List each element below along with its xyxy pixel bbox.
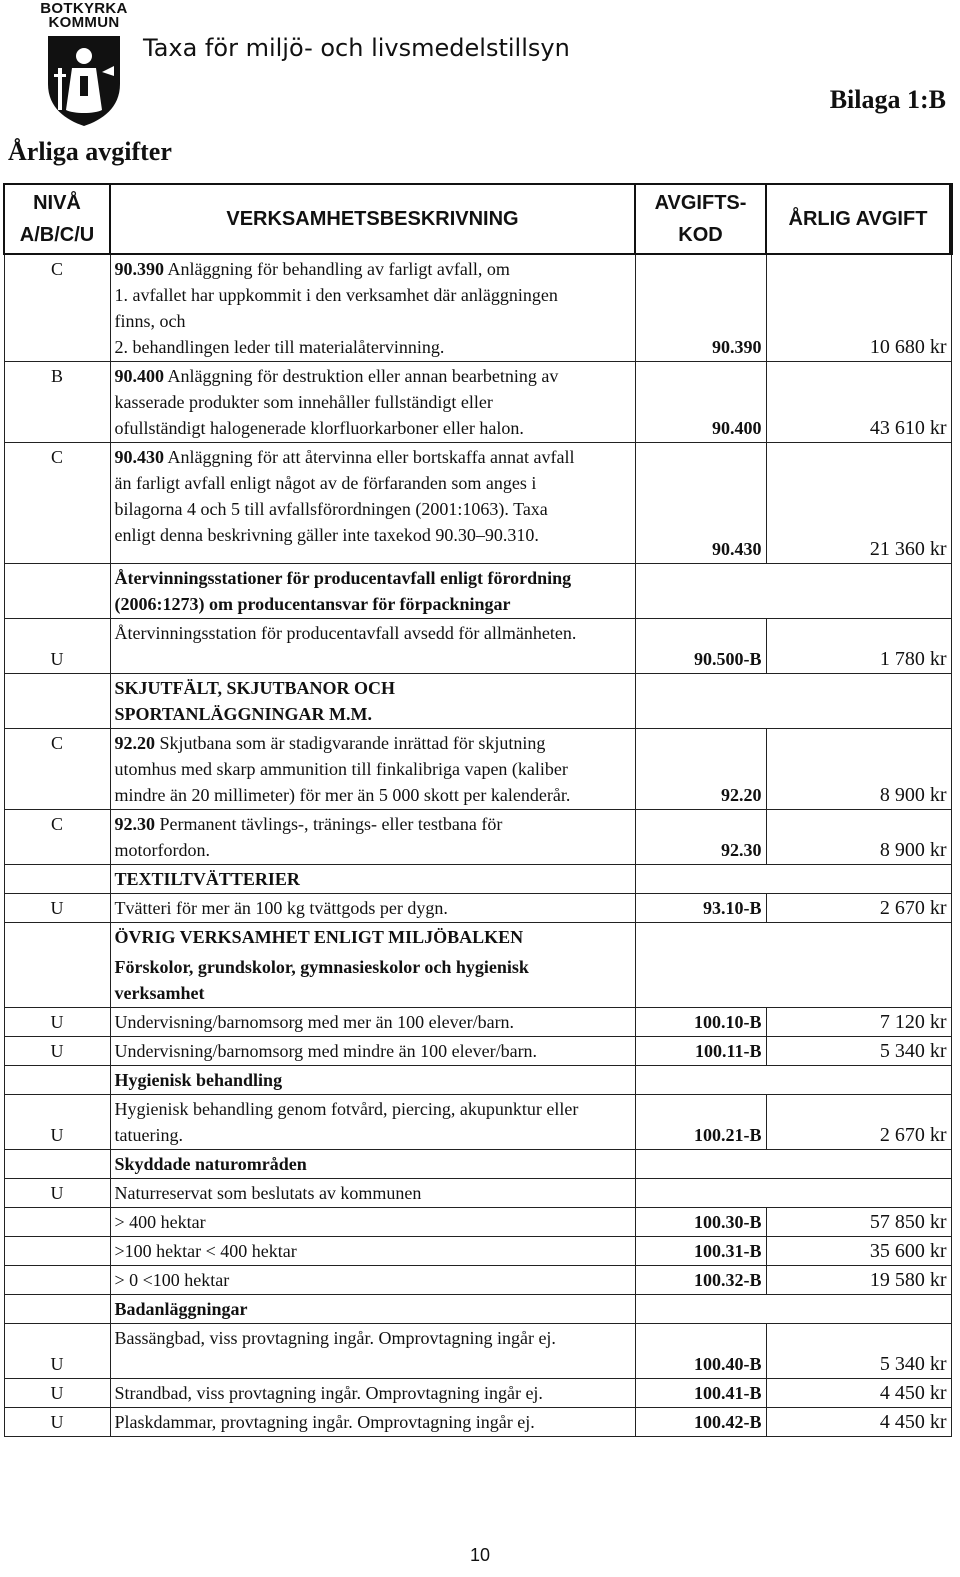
category-heading: SKJUTFÄLT, SKJUTBANOR OCH SPORTANLÄGGNINGAR M.M. <box>110 674 635 729</box>
description-cell: Hygienisk behandling genom fotvård, piercing, akupunktur eller tatuering. <box>110 1095 635 1150</box>
niva-cell: U <box>4 1408 110 1437</box>
annual-fee-cell: 8 900 kr <box>766 729 951 810</box>
description-cell: Tvätteri för mer än 100 kg tvättgods per dygn. <box>110 894 635 923</box>
annual-fee-cell: 7 120 kr <box>766 1008 951 1037</box>
niva-cell: C <box>4 443 110 564</box>
annual-fee-cell: 5 340 kr <box>766 1324 951 1379</box>
annual-fee-cell: 43 610 kr <box>766 362 951 443</box>
annual-fee-cell: 2 670 kr <box>766 1095 951 1150</box>
document-title: Taxa för miljö- och livsmedelstillsyn <box>143 34 570 62</box>
niva-cell: U <box>4 894 110 923</box>
niva-cell: C <box>4 810 110 865</box>
description-cell: 92.30 Permanent tävlings-, tränings- eller testbana för motorfordon. <box>110 810 635 865</box>
fee-code-cell: 100.21-B <box>635 1095 766 1150</box>
fee-code-cell: 90.500-B <box>635 619 766 674</box>
table-row <box>4 1379 951 1408</box>
header-niva: NIVÅ A/B/C/U <box>4 184 110 254</box>
section-title: Årliga avgifter <box>8 137 172 166</box>
description-cell: > 400 hektar <box>110 1208 635 1237</box>
category-heading-row <box>4 1150 951 1179</box>
appendix-label: Bilaga 1:B <box>829 85 946 114</box>
table-row <box>4 1179 951 1208</box>
table-row <box>4 619 951 674</box>
niva-cell: C <box>4 254 110 362</box>
header-avgiftskod: AVGIFTS- KOD <box>635 184 766 254</box>
table-header-row <box>4 184 951 254</box>
table-row <box>4 894 951 923</box>
fee-code-cell: 90.390 <box>635 254 766 362</box>
annual-fee-cell: 5 340 kr <box>766 1037 951 1066</box>
niva-cell: B <box>4 362 110 443</box>
table-row <box>4 1408 951 1437</box>
table-row <box>4 1208 951 1237</box>
table-row <box>4 443 951 564</box>
annual-fee-cell: 35 600 kr <box>766 1237 951 1266</box>
category-heading-row <box>4 1066 951 1095</box>
category-heading-row <box>4 1295 951 1324</box>
niva-cell: U <box>4 619 110 674</box>
table-row <box>4 729 951 810</box>
description-cell: > 0 <100 hektar <box>110 1266 635 1295</box>
annual-fee-cell: 57 850 kr <box>766 1208 951 1237</box>
description-cell: Återvinningsstation för producentavfall avsedd för allmänheten. <box>110 619 635 674</box>
niva-cell: U <box>4 1379 110 1408</box>
fee-code-cell: 100.41-B <box>635 1379 766 1408</box>
description-cell: >100 hektar < 400 hektar <box>110 1237 635 1266</box>
niva-cell: C <box>4 729 110 810</box>
table-row <box>4 362 951 443</box>
category-heading: ÖVRIG VERKSAMHET ENLIGT MILJÖBALKEN Förskolor, grundskolor, gymnasieskolor och hygienisk verksamhet <box>110 923 635 1008</box>
niva-cell: U <box>4 1095 110 1150</box>
fee-code-cell: 100.40-B <box>635 1324 766 1379</box>
fee-code-cell: 90.400 <box>635 362 766 443</box>
category-heading-row <box>4 923 951 1008</box>
description-cell: Plaskdammar, provtagning ingår. Omprovtagning ingår ej. <box>110 1408 635 1437</box>
description-cell: Naturreservat som beslutats av kommunen <box>110 1179 635 1208</box>
annual-fee-cell: 4 450 kr <box>766 1379 951 1408</box>
table-row <box>4 810 951 865</box>
fee-code-cell: 100.10-B <box>635 1008 766 1037</box>
annual-fee-cell: 4 450 kr <box>766 1408 951 1437</box>
description-cell: Strandbad, viss provtagning ingår. Omprovtagning ingår ej. <box>110 1379 635 1408</box>
table-row <box>4 1095 951 1150</box>
table-row <box>4 1324 951 1379</box>
fee-code-cell: 100.31-B <box>635 1237 766 1266</box>
table-row <box>4 1008 951 1037</box>
niva-cell: U <box>4 1008 110 1037</box>
annual-fee-cell: 21 360 kr <box>766 443 951 564</box>
header-verksamhet: VERKSAMHETSBESKRIVNING <box>110 184 635 254</box>
fee-code-cell: 100.11-B <box>635 1037 766 1066</box>
category-heading: Återvinningsstationer för producentavfall enligt förordning (2006:1273) om producentansvar för förpackningar <box>110 564 635 619</box>
table-row <box>4 1237 951 1266</box>
description-cell: Bassängbad, viss provtagning ingår. Omprovtagning ingår ej. <box>110 1324 635 1379</box>
municipality-logo <box>36 2 132 128</box>
description-cell: 90.400 Anläggning för destruktion eller annan bearbetning av kasserade produkter som innehåller fullständigt eller ofullständigt halogenerade klorfluorkarboner eller halon. <box>110 362 635 443</box>
annual-fee-cell: 10 680 kr <box>766 254 951 362</box>
annual-fee-cell: 19 580 kr <box>766 1266 951 1295</box>
fee-code-cell: 93.10-B <box>635 894 766 923</box>
header-arlig-avgift: ÅRLIG AVGIFT <box>766 184 951 254</box>
fee-code-cell: 100.30-B <box>635 1208 766 1237</box>
description-cell: Undervisning/barnomsorg med mer än 100 elever/barn. <box>110 1008 635 1037</box>
coat-of-arms-icon <box>44 32 124 128</box>
table-row <box>4 1266 951 1295</box>
description-cell: 92.20 Skjutbana som är stadigvarande inrättad för skjutning utomhus med skarp ammunition till finkalibriga vapen (kaliber mindre än 20 millimeter) för mer än 5 000 skott per kalenderår. <box>110 729 635 810</box>
annual-fee-cell: 8 900 kr <box>766 810 951 865</box>
category-heading-row <box>4 564 951 619</box>
table-row <box>4 254 951 362</box>
description-cell: 90.430 Anläggning för att återvinna eller bortskaffa annat avfall än farligt avfall enligt något av de förfaranden som anges i bilagorna 4 och 5 till avfallsförordningen (2001:1063). Taxa enligt denna beskrivning gäller inte taxekod 90.30–90.310. <box>110 443 635 564</box>
category-heading: Badanläggningar <box>110 1295 635 1324</box>
page-number: 10 <box>469 1545 491 1565</box>
logo-text: BOTKYRKA KOMMUN <box>40 0 128 31</box>
category-heading-row <box>4 865 951 894</box>
fee-code-cell: 92.30 <box>635 810 766 865</box>
fee-code-cell: 100.32-B <box>635 1266 766 1295</box>
niva-cell: U <box>4 1037 110 1066</box>
table-row <box>4 1037 951 1066</box>
category-heading: TEXTILTVÄTTERIER <box>110 865 635 894</box>
fee-code-cell: 100.42-B <box>635 1408 766 1437</box>
fee-code-cell: 90.430 <box>635 443 766 564</box>
fee-code-cell: 92.20 <box>635 729 766 810</box>
fee-table <box>3 183 953 1437</box>
niva-cell: U <box>4 1179 110 1208</box>
annual-fee-cell: 1 780 kr <box>766 619 951 674</box>
description-cell: Undervisning/barnomsorg med mindre än 100 elever/barn. <box>110 1037 635 1066</box>
description-cell: 90.390 Anläggning för behandling av farligt avfall, om 1. avfallet har uppkommit i den verksamhet där anläggningen finns, och 2. behandlingen leder till materialåtervinning. <box>110 254 635 362</box>
annual-fee-cell: 2 670 kr <box>766 894 951 923</box>
niva-cell: U <box>4 1324 110 1379</box>
category-heading-row <box>4 674 951 729</box>
category-heading: Skyddade naturområden <box>110 1150 635 1179</box>
category-heading: Hygienisk behandling <box>110 1066 635 1095</box>
